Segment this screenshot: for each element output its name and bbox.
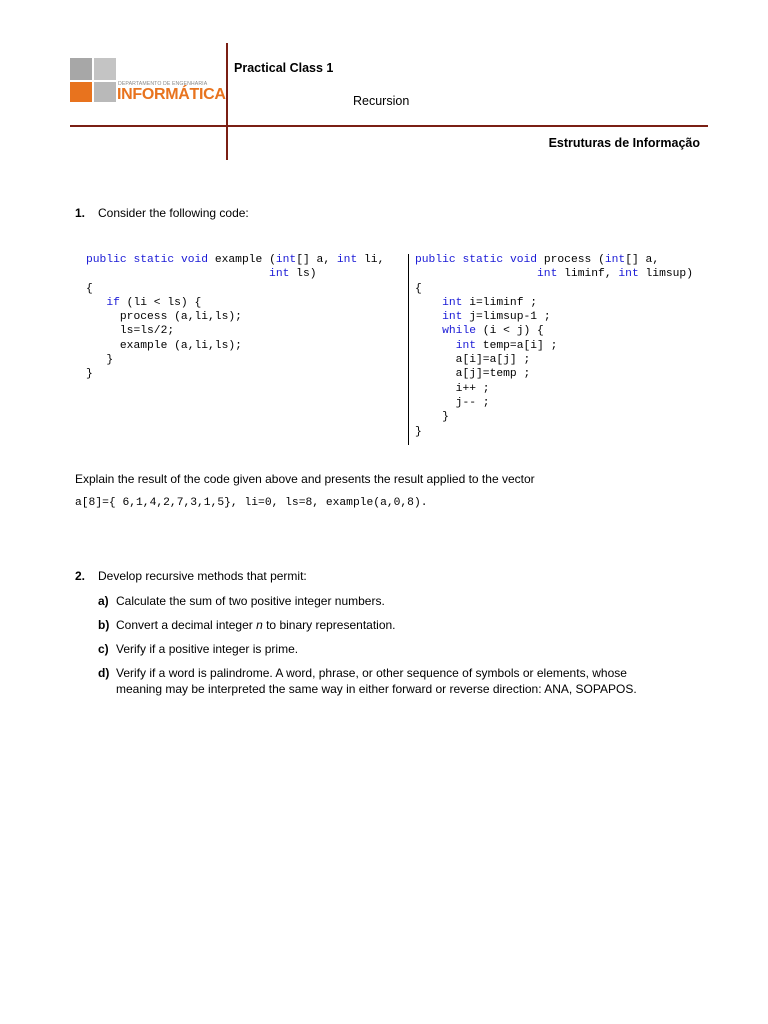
question-1-text: Consider the following code:	[98, 206, 249, 220]
code-line: int ls)	[269, 268, 317, 281]
page-title: Practical Class 1	[234, 61, 334, 75]
code-line: int liminf, int limsup)	[537, 268, 693, 281]
code-line: }	[415, 411, 449, 424]
logo-department-text: DEPARTAMENTO DE ENGENHARIA	[118, 81, 208, 87]
department-logo	[70, 58, 226, 104]
question-1-explain: Explain the result of the code given above and presents the result applied to the vector	[75, 472, 535, 486]
item-d-text-line1: Verify if a word is palindrome. A word, phrase, or other sequence of symbols or elements, whose	[116, 666, 627, 680]
item-b-text	[116, 617, 396, 633]
code-line: }	[415, 425, 422, 438]
code-line: {	[86, 282, 93, 295]
item-a-text: Calculate the sum of two positive integer numbers.	[116, 594, 385, 608]
code-line: while (i < j) {	[442, 325, 544, 338]
item-d-label: d)	[98, 666, 110, 680]
question-1-vector: a[8]={ 6,1,4,2,7,3,1,5}, li=0, ls=8, example(a,0,8).	[75, 497, 428, 509]
code-process-method	[415, 253, 693, 439]
code-line: public static void example (int[] a, int li,	[86, 254, 385, 266]
item-b-label: b)	[98, 618, 110, 632]
code-line: {	[415, 282, 422, 295]
course-name: Estruturas de Informação	[548, 136, 700, 150]
code-line: ls=ls/2;	[86, 325, 175, 338]
code-line: j-- ;	[415, 396, 490, 409]
code-example-method	[86, 253, 384, 382]
item-b-text-post: to binary representation.	[262, 618, 396, 632]
question-2-number: 2.	[75, 569, 86, 583]
code-line: a[j]=temp ;	[415, 368, 531, 381]
code-column-divider	[408, 254, 409, 445]
code-line: int temp=a[i] ;	[455, 339, 558, 352]
code-line: a[i]=a[j] ;	[415, 354, 531, 367]
code-line: }	[86, 368, 93, 381]
code-line: example (a,li,ls);	[86, 339, 242, 352]
item-b-text-pre: Convert a decimal integer	[116, 618, 257, 632]
item-d-text-line2: meaning may be interpreted the same way in either forward or reverse direction: ANA, SOPAPOS.	[116, 682, 637, 696]
question-2-text: Develop recursive methods that permit:	[98, 569, 307, 583]
page-subtitle: Recursion	[353, 94, 410, 108]
header-vertical-rule	[226, 43, 228, 160]
item-b-text-var: n	[256, 618, 263, 632]
logo-square-orange-1	[70, 82, 92, 102]
logo-square-grey-1	[70, 58, 92, 80]
code-line: int j=limsup-1 ;	[442, 311, 551, 324]
item-c-text: Verify if a positive integer is prime.	[116, 642, 299, 656]
code-line: i++ ;	[415, 382, 490, 395]
header-horizontal-rule	[70, 125, 708, 127]
code-line: }	[86, 354, 114, 367]
item-a-label: a)	[98, 594, 109, 608]
logo-informatica-text: INFORMÁTICA	[117, 86, 226, 103]
logo-square-grey-2	[94, 58, 116, 80]
logo-square-grey-3	[94, 82, 116, 102]
question-1-number: 1.	[75, 206, 86, 220]
item-c-label: c)	[98, 642, 109, 656]
code-line: process (a,li,ls);	[86, 311, 242, 324]
code-line: public static void process (int[] a,	[415, 254, 660, 266]
code-line: int i=liminf ;	[442, 296, 538, 309]
code-line: if (li < ls) {	[106, 296, 202, 309]
